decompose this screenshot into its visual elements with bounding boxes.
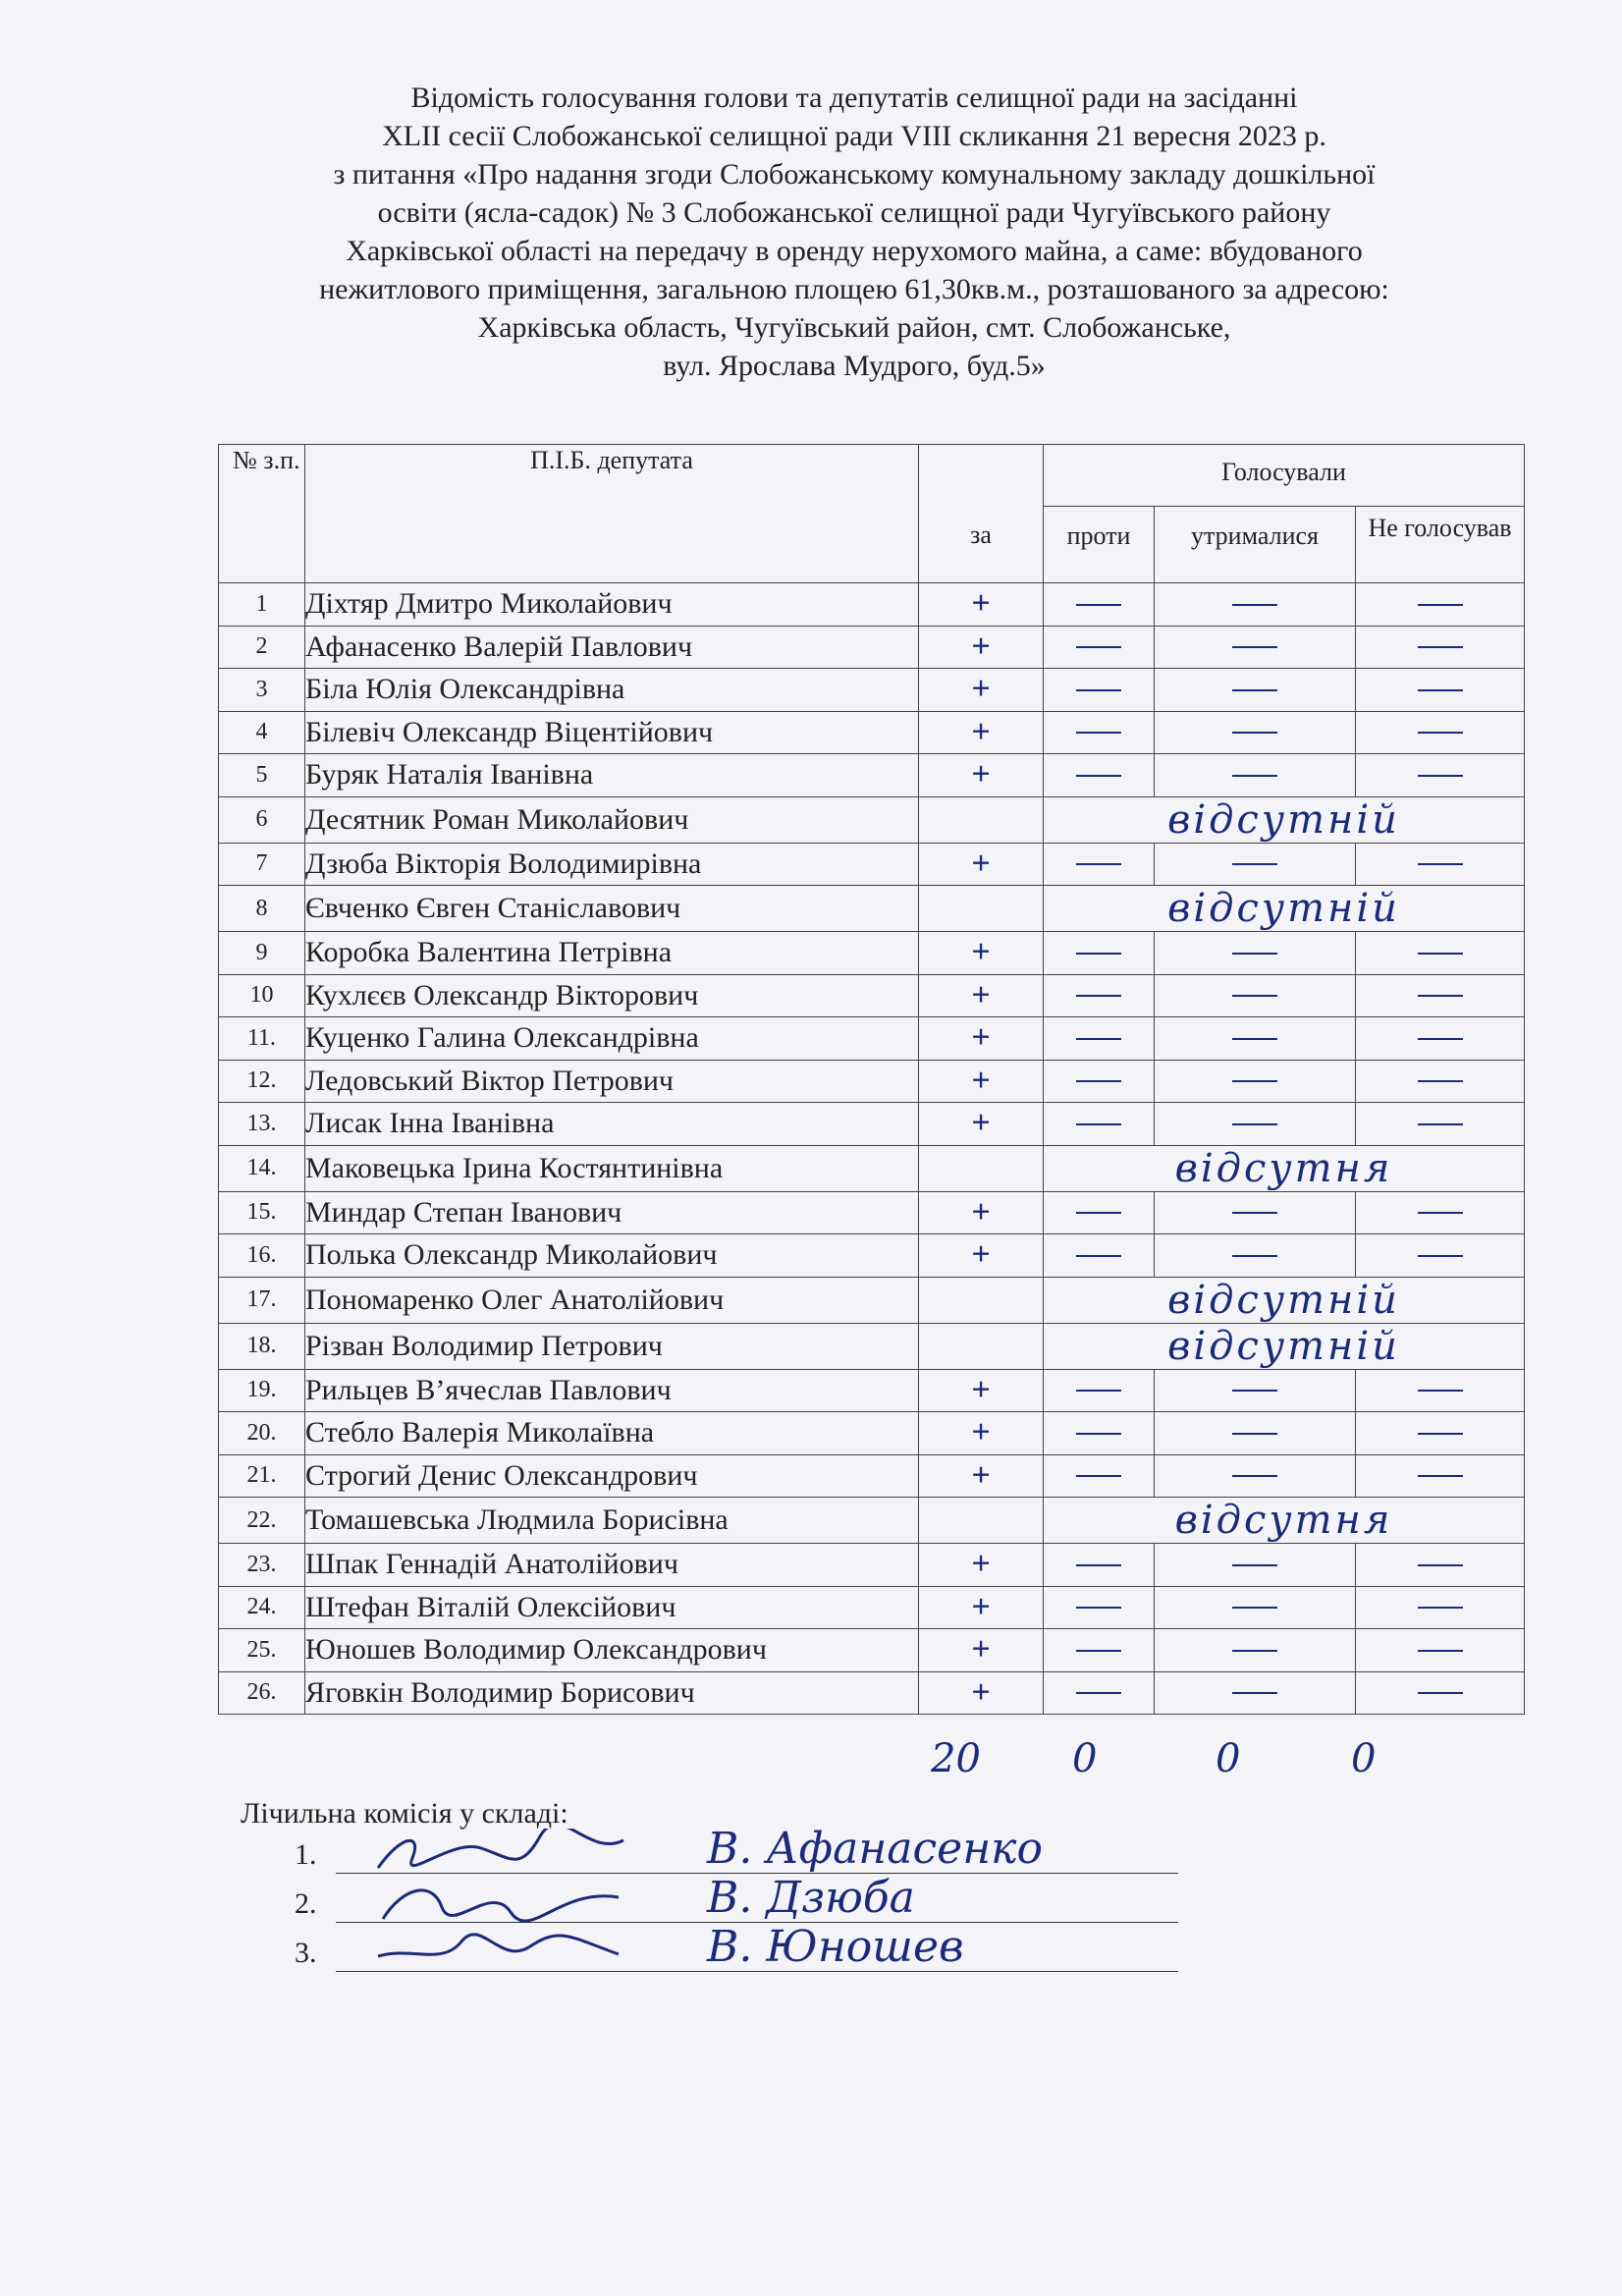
dash-mark-icon xyxy=(1418,775,1463,777)
table-row xyxy=(219,1234,1525,1278)
dash-mark-icon xyxy=(1418,1475,1463,1477)
dash-mark-icon xyxy=(1232,1038,1277,1040)
table-row xyxy=(219,1629,1525,1672)
vote-abstained-cell xyxy=(1155,1671,1356,1715)
absent-note: відсутній xyxy=(1044,1277,1525,1323)
vote-against-cell xyxy=(1044,1017,1155,1061)
vote-for-cell xyxy=(919,1060,1044,1103)
dash-mark-icon xyxy=(1076,1212,1121,1214)
header-abstained: утрималися xyxy=(1155,506,1356,583)
absent-note: відсутній xyxy=(1044,886,1525,932)
vote-against-cell xyxy=(1044,1369,1155,1412)
title-line: вул. Ярослава Мудрого, буд.5» xyxy=(663,350,1046,382)
row-number: 7 xyxy=(219,843,305,886)
deputy-name: Різван Володимир Петрович xyxy=(305,1323,919,1369)
dash-mark-icon xyxy=(1418,1123,1463,1125)
dash-mark-icon xyxy=(1076,995,1121,997)
vote-not-voted-cell xyxy=(1356,1191,1525,1234)
vote-abstained-cell xyxy=(1155,583,1356,627)
dash-mark-icon xyxy=(1076,1080,1121,1082)
member-name: В. Дзюба xyxy=(707,1873,915,1923)
vote-for-cell xyxy=(919,932,1044,975)
absent-note: відсутній xyxy=(1044,796,1525,843)
dash-mark-icon xyxy=(1232,863,1277,865)
dash-mark-icon xyxy=(1232,775,1277,777)
vote-not-voted-cell xyxy=(1356,1671,1525,1715)
total-not-voted: 0 xyxy=(1351,1736,1377,1781)
dash-mark-icon xyxy=(1076,732,1121,734)
vote-for-cell xyxy=(919,1629,1044,1672)
dash-mark-icon xyxy=(1076,1650,1121,1652)
vote-against-cell xyxy=(1044,1234,1155,1278)
vote-for-cell xyxy=(919,1544,1044,1587)
deputy-name: Рильцев В’ячеслав Павлович xyxy=(305,1369,919,1412)
row-number: 12. xyxy=(219,1060,305,1103)
dash-mark-icon xyxy=(1076,775,1121,777)
vote-abstained-cell xyxy=(1155,1544,1356,1587)
deputy-name: Пономаренко Олег Анатолійович xyxy=(305,1277,919,1323)
vote-for-cell xyxy=(919,1234,1044,1278)
vote-against-cell xyxy=(1044,1103,1155,1146)
title-line: XLII сесії Слобожанської селищної ради VIII скликання 21 вересня 2023 р. xyxy=(382,120,1326,152)
vote-for-cell xyxy=(919,1277,1044,1323)
total-against: 0 xyxy=(1072,1736,1098,1781)
table-row xyxy=(219,583,1525,627)
row-number: 10 xyxy=(219,974,305,1017)
table-row xyxy=(219,1671,1525,1715)
vote-mark: + xyxy=(971,585,991,623)
dash-mark-icon xyxy=(1232,1390,1277,1392)
voting-table-body xyxy=(219,583,1525,1715)
dash-mark-icon xyxy=(1418,732,1463,734)
vote-for-cell xyxy=(919,974,1044,1017)
vote-mark: + xyxy=(971,1673,991,1711)
title-line: Відомість голосування голови та депутатів селищної ради на засіданні xyxy=(410,82,1298,114)
deputy-name: Маковецька Ірина Костянтинівна xyxy=(305,1145,919,1191)
dash-mark-icon xyxy=(1076,863,1121,865)
table-row xyxy=(219,1498,1525,1544)
row-number: 14. xyxy=(219,1145,305,1191)
vote-against-cell xyxy=(1044,583,1155,627)
vote-not-voted-cell xyxy=(1356,669,1525,712)
dash-mark-icon xyxy=(1232,1123,1277,1125)
vote-not-voted-cell xyxy=(1356,1454,1525,1498)
table-row xyxy=(219,1586,1525,1629)
dash-mark-icon xyxy=(1418,1564,1463,1566)
vote-mark: + xyxy=(971,1456,991,1494)
dash-mark-icon xyxy=(1418,1650,1463,1652)
deputy-name: Дзюба Вікторія Володимирівна xyxy=(305,843,919,886)
dash-mark-icon xyxy=(1232,1080,1277,1082)
row-number: 9 xyxy=(219,932,305,975)
table-row xyxy=(219,1454,1525,1498)
vote-not-voted-cell xyxy=(1356,1103,1525,1146)
vote-mark: + xyxy=(971,845,991,882)
row-number: 20. xyxy=(219,1412,305,1455)
total-for: 20 xyxy=(931,1736,981,1781)
vote-against-cell xyxy=(1044,626,1155,669)
table-row xyxy=(219,669,1525,712)
vote-against-cell xyxy=(1044,754,1155,797)
dash-mark-icon xyxy=(1232,732,1277,734)
vote-abstained-cell xyxy=(1155,1191,1356,1234)
vote-abstained-cell xyxy=(1155,1454,1356,1498)
dash-mark-icon xyxy=(1076,1564,1121,1566)
vote-against-cell xyxy=(1044,1671,1155,1715)
row-number: 17. xyxy=(219,1277,305,1323)
vote-not-voted-cell xyxy=(1356,974,1525,1017)
table-row xyxy=(219,1277,1525,1323)
dash-mark-icon xyxy=(1418,646,1463,648)
header-name: П.І.Б. депутата xyxy=(305,445,919,583)
row-number: 8 xyxy=(219,886,305,932)
document-title xyxy=(236,79,1473,385)
member-number: 2. xyxy=(295,1887,317,1920)
vote-for-cell xyxy=(919,886,1044,932)
row-number: 19. xyxy=(219,1369,305,1412)
table-row xyxy=(219,711,1525,754)
table-row xyxy=(219,1103,1525,1146)
vote-against-cell xyxy=(1044,1586,1155,1629)
vote-against-cell xyxy=(1044,669,1155,712)
vote-mark: + xyxy=(971,1631,991,1668)
table-row xyxy=(219,796,1525,843)
dash-mark-icon xyxy=(1232,689,1277,691)
dash-mark-icon xyxy=(1418,1038,1463,1040)
dash-mark-icon xyxy=(1076,1390,1121,1392)
vote-not-voted-cell xyxy=(1356,1629,1525,1672)
absent-note: відсутня xyxy=(1044,1145,1525,1191)
vote-not-voted-cell xyxy=(1356,1017,1525,1061)
vote-mark: + xyxy=(971,1546,991,1583)
deputy-name: Ледовський Віктор Петрович xyxy=(305,1060,919,1103)
vote-mark: + xyxy=(971,1019,991,1057)
table-row xyxy=(219,974,1525,1017)
deputy-name: Біла Юлія Олександрівна xyxy=(305,669,919,712)
vote-not-voted-cell xyxy=(1356,1369,1525,1412)
dash-mark-icon xyxy=(1076,1255,1121,1257)
row-number: 16. xyxy=(219,1234,305,1278)
commission-member xyxy=(295,1922,1178,1978)
vote-abstained-cell xyxy=(1155,1017,1356,1061)
vote-for-cell xyxy=(919,1145,1044,1191)
dash-mark-icon xyxy=(1418,1433,1463,1435)
dash-mark-icon xyxy=(1418,995,1463,997)
table-row xyxy=(219,1544,1525,1587)
vote-against-cell xyxy=(1044,1412,1155,1455)
title-line: Харківської області на передачу в оренду нерухомого майна, а саме: вбудованого xyxy=(346,235,1363,267)
vote-abstained-cell xyxy=(1155,843,1356,886)
signature-scribble-icon xyxy=(373,1829,628,1876)
row-number: 2 xyxy=(219,626,305,669)
dash-mark-icon xyxy=(1076,604,1121,606)
vote-abstained-cell xyxy=(1155,974,1356,1017)
vote-for-cell xyxy=(919,626,1044,669)
dash-mark-icon xyxy=(1418,953,1463,955)
vote-abstained-cell xyxy=(1155,1412,1356,1455)
dash-mark-icon xyxy=(1076,689,1121,691)
dash-mark-icon xyxy=(1418,1692,1463,1694)
table-row xyxy=(219,1369,1525,1412)
row-number: 3 xyxy=(219,669,305,712)
vote-for-cell xyxy=(919,1586,1044,1629)
member-number: 1. xyxy=(295,1838,317,1871)
deputy-name: Афанасенко Валерій Павлович xyxy=(305,626,919,669)
vote-mark: + xyxy=(971,1588,991,1625)
vote-abstained-cell xyxy=(1155,754,1356,797)
deputy-name: Юношев Володимир Олександрович xyxy=(305,1629,919,1672)
deputy-name: Євченко Євген Станіславович xyxy=(305,886,919,932)
vote-abstained-cell xyxy=(1155,1060,1356,1103)
member-number: 3. xyxy=(295,1937,317,1969)
vote-abstained-cell xyxy=(1155,711,1356,754)
header-not-voted: Не голосував xyxy=(1356,506,1525,583)
dash-mark-icon xyxy=(1418,1080,1463,1082)
dash-mark-icon xyxy=(1232,1564,1277,1566)
vote-against-cell xyxy=(1044,1191,1155,1234)
member-name: В. Юношев xyxy=(707,1922,964,1972)
vote-for-cell xyxy=(919,583,1044,627)
signature-scribble-icon xyxy=(373,1927,628,1974)
dash-mark-icon xyxy=(1418,604,1463,606)
vote-for-cell xyxy=(919,1454,1044,1498)
vote-abstained-cell xyxy=(1155,1629,1356,1672)
title-line: Харківська область, Чугуївський район, смт. Слобожанське, xyxy=(477,311,1231,344)
vote-for-cell xyxy=(919,1191,1044,1234)
vote-abstained-cell xyxy=(1155,1369,1356,1412)
vote-abstained-cell xyxy=(1155,1234,1356,1278)
vote-not-voted-cell xyxy=(1356,754,1525,797)
deputy-name: Штефан Віталій Олексійович xyxy=(305,1586,919,1629)
header-against: проти xyxy=(1044,506,1155,583)
vote-for-cell xyxy=(919,669,1044,712)
vote-mark: + xyxy=(971,628,991,665)
table-row xyxy=(219,1060,1525,1103)
vote-for-cell xyxy=(919,1671,1044,1715)
dash-mark-icon xyxy=(1076,953,1121,955)
vote-mark: + xyxy=(971,671,991,708)
vote-against-cell xyxy=(1044,1544,1155,1587)
vote-mark: + xyxy=(971,1105,991,1142)
dash-mark-icon xyxy=(1076,646,1121,648)
title-line: нежитлового приміщення, загальною площею 61,30кв.м., розташованого за адресою: xyxy=(319,273,1389,305)
dash-mark-icon xyxy=(1418,689,1463,691)
vote-not-voted-cell xyxy=(1356,1586,1525,1629)
vote-for-cell xyxy=(919,796,1044,843)
dash-mark-icon xyxy=(1418,1607,1463,1609)
deputy-name: Стебло Валерія Миколаївна xyxy=(305,1412,919,1455)
voting-table xyxy=(218,444,1525,1715)
header-for: за xyxy=(919,506,1044,583)
deputy-name: Яговкін Володимир Борисович xyxy=(305,1671,919,1715)
table-row xyxy=(219,932,1525,975)
row-number: 1 xyxy=(219,583,305,627)
dash-mark-icon xyxy=(1232,604,1277,606)
vote-for-cell xyxy=(919,1412,1044,1455)
dash-mark-icon xyxy=(1418,1255,1463,1257)
deputy-name: Миндар Степан Іванович xyxy=(305,1191,919,1234)
row-number: 23. xyxy=(219,1544,305,1587)
deputy-name: Куценко Галина Олександрівна xyxy=(305,1017,919,1061)
vote-mark: + xyxy=(971,1062,991,1099)
vote-mark: + xyxy=(971,1193,991,1230)
signature-scribble-icon xyxy=(373,1878,628,1925)
vote-mark: + xyxy=(971,1236,991,1274)
dash-mark-icon xyxy=(1418,1212,1463,1214)
deputy-name: Буряк Наталія Іванівна xyxy=(305,754,919,797)
vote-not-voted-cell xyxy=(1356,843,1525,886)
dash-mark-icon xyxy=(1232,1255,1277,1257)
totals-row xyxy=(0,1736,1622,1785)
dash-mark-icon xyxy=(1232,1607,1277,1609)
dash-mark-icon xyxy=(1232,1475,1277,1477)
dash-mark-icon xyxy=(1232,1212,1277,1214)
dash-mark-icon xyxy=(1076,1475,1121,1477)
row-number: 6 xyxy=(219,796,305,843)
vote-for-cell xyxy=(919,1323,1044,1369)
dash-mark-icon xyxy=(1232,995,1277,997)
title-line: освіти (ясла-садок) № 3 Слобожанської селищної ради Чугуївського району xyxy=(377,196,1331,229)
vote-mark: + xyxy=(971,976,991,1013)
header-voted: Голосували xyxy=(1044,445,1525,507)
vote-abstained-cell xyxy=(1155,1103,1356,1146)
vote-not-voted-cell xyxy=(1356,626,1525,669)
header-num: № з.п. xyxy=(219,445,305,583)
row-number: 26. xyxy=(219,1671,305,1715)
vote-against-cell xyxy=(1044,1629,1155,1672)
vote-for-cell xyxy=(919,843,1044,886)
vote-for-cell xyxy=(919,1369,1044,1412)
vote-not-voted-cell xyxy=(1356,1234,1525,1278)
dash-mark-icon xyxy=(1232,1692,1277,1694)
dash-mark-icon xyxy=(1232,646,1277,648)
vote-mark: + xyxy=(971,934,991,971)
vote-for-cell xyxy=(919,754,1044,797)
vote-against-cell xyxy=(1044,1060,1155,1103)
table-row xyxy=(219,886,1525,932)
dash-mark-icon xyxy=(1232,1650,1277,1652)
vote-not-voted-cell xyxy=(1356,711,1525,754)
vote-against-cell xyxy=(1044,932,1155,975)
vote-mark: + xyxy=(971,1371,991,1408)
table-row xyxy=(219,1145,1525,1191)
table-row xyxy=(219,1191,1525,1234)
absent-note: відсутній xyxy=(1044,1323,1525,1369)
row-number: 21. xyxy=(219,1454,305,1498)
dash-mark-icon xyxy=(1076,1433,1121,1435)
table-row xyxy=(219,1412,1525,1455)
vote-against-cell xyxy=(1044,974,1155,1017)
table-row xyxy=(219,754,1525,797)
header-blank xyxy=(919,445,1044,507)
vote-not-voted-cell xyxy=(1356,583,1525,627)
dash-mark-icon xyxy=(1418,1390,1463,1392)
vote-not-voted-cell xyxy=(1356,1060,1525,1103)
row-number: 5 xyxy=(219,754,305,797)
table-row xyxy=(219,626,1525,669)
dash-mark-icon xyxy=(1418,863,1463,865)
deputy-name: Шпак Геннадій Анатолійович xyxy=(305,1544,919,1587)
vote-for-cell xyxy=(919,1103,1044,1146)
table-row xyxy=(219,1017,1525,1061)
vote-abstained-cell xyxy=(1155,1586,1356,1629)
vote-abstained-cell xyxy=(1155,932,1356,975)
row-number: 25. xyxy=(219,1629,305,1672)
member-name: В. Афанасенко xyxy=(707,1824,1043,1874)
deputy-name: Коробка Валентина Петрівна xyxy=(305,932,919,975)
vote-abstained-cell xyxy=(1155,626,1356,669)
table-row xyxy=(219,1323,1525,1369)
dash-mark-icon xyxy=(1076,1038,1121,1040)
deputy-name: Строгий Денис Олександрович xyxy=(305,1454,919,1498)
title-line: з питання «Про надання згоди Слобожанському комунальному закладу дошкільної xyxy=(333,158,1376,191)
dash-mark-icon xyxy=(1232,953,1277,955)
vote-mark: + xyxy=(971,756,991,793)
vote-mark: + xyxy=(971,713,991,750)
row-number: 13. xyxy=(219,1103,305,1146)
vote-against-cell xyxy=(1044,711,1155,754)
vote-for-cell xyxy=(919,1017,1044,1061)
vote-not-voted-cell xyxy=(1356,1412,1525,1455)
dash-mark-icon xyxy=(1076,1607,1121,1609)
deputy-name: Білевіч Олександр Віцентійович xyxy=(305,711,919,754)
absent-note: відсутня xyxy=(1044,1498,1525,1544)
dash-mark-icon xyxy=(1076,1123,1121,1125)
table-row xyxy=(219,843,1525,886)
vote-not-voted-cell xyxy=(1356,1544,1525,1587)
deputy-name: Десятник Роман Миколайович xyxy=(305,796,919,843)
total-abstained: 0 xyxy=(1216,1736,1241,1781)
row-number: 22. xyxy=(219,1498,305,1544)
vote-for-cell xyxy=(919,711,1044,754)
vote-against-cell xyxy=(1044,843,1155,886)
vote-against-cell xyxy=(1044,1454,1155,1498)
deputy-name: Полька Олександр Миколайович xyxy=(305,1234,919,1278)
deputy-name: Томашевська Людмила Борисівна xyxy=(305,1498,919,1544)
deputy-name: Діхтяр Дмитро Миколайович xyxy=(305,583,919,627)
deputy-name: Кухлєєв Олександр Вікторович xyxy=(305,974,919,1017)
row-number: 4 xyxy=(219,711,305,754)
row-number: 11. xyxy=(219,1017,305,1061)
dash-mark-icon xyxy=(1232,1433,1277,1435)
vote-abstained-cell xyxy=(1155,669,1356,712)
row-number: 18. xyxy=(219,1323,305,1369)
vote-not-voted-cell xyxy=(1356,932,1525,975)
deputy-name: Лисак Інна Іванівна xyxy=(305,1103,919,1146)
row-number: 15. xyxy=(219,1191,305,1234)
row-number: 24. xyxy=(219,1586,305,1629)
commission-label: Лічильна комісія у складі: xyxy=(241,1797,568,1830)
vote-mark: + xyxy=(971,1414,991,1451)
vote-for-cell xyxy=(919,1498,1044,1544)
dash-mark-icon xyxy=(1076,1692,1121,1694)
